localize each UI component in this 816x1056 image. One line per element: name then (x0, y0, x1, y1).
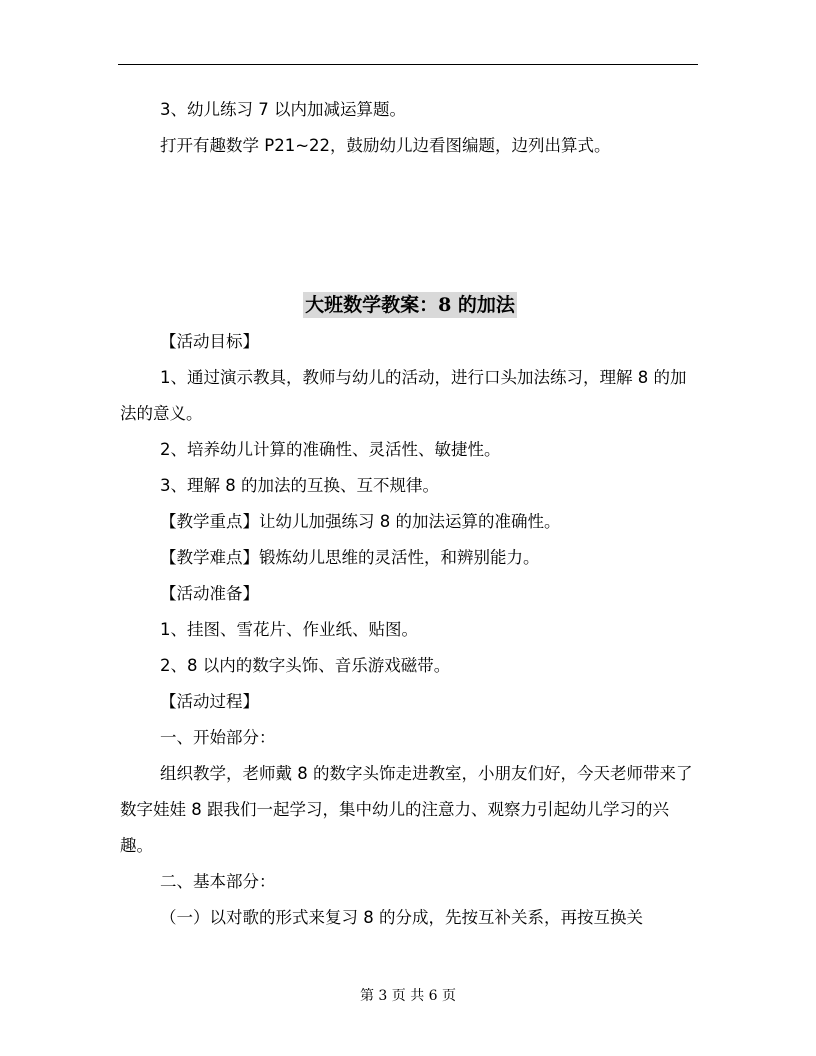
paragraph: 组织教学，老师戴 8 的数字头饰走进教室，小朋友们好，今天老师带来了数字娃娃 8 跟我们一起学习，集中幼儿的注意力、观察力引起幼儿学习的兴趣。 (120, 764, 693, 855)
paragraph: 1、通过演示教具，教师与幼儿的活动，进行口头加法练习，理解 8 的加法的意义。 (120, 368, 687, 423)
section-gap (120, 164, 700, 284)
paragraph: 【教学重点】让幼儿加强练习 8 的加法运算的准确性。 (160, 512, 561, 531)
page-number: 第 3 页 共 6 页 (359, 988, 457, 1004)
paragraph: （一）以对歌的形式来复习 8 的分成，先按互补关系，再按互换关 (160, 908, 643, 927)
section-heading: 【活动过程】 (160, 692, 259, 711)
section-heading: 【活动目标】 (160, 332, 259, 351)
section-heading: 【活动准备】 (160, 584, 259, 603)
paragraph: 【教学难点】锻炼幼儿思维的灵活性，和辨别能力。 (160, 548, 540, 567)
paragraph: 2、8 以内的数字头饰、音乐游戏磁带。 (160, 656, 451, 675)
paragraph: 3、幼儿练习 7 以内加减运算题。 (160, 100, 406, 119)
lesson-title: 大班数学教案：8 的加法 (305, 293, 515, 316)
paragraph: 打开有趣数学 P21~22，鼓励幼儿边看图编题，边列出算式。 (160, 136, 611, 155)
paragraph: 二、基本部分： (160, 872, 276, 891)
paragraph: 1、挂图、雪花片、作业纸、贴图。 (160, 620, 418, 639)
paragraph: 2、培养幼儿计算的准确性、灵活性、敏捷性。 (160, 440, 501, 459)
paragraph: 一、开始部分： (160, 728, 276, 747)
page-footer (0, 986, 816, 1006)
header-rule (118, 64, 698, 65)
title-container (120, 284, 700, 324)
paragraph: 3、理解 8 的加法的互换、互不规律。 (160, 476, 439, 495)
document-body (120, 92, 700, 936)
